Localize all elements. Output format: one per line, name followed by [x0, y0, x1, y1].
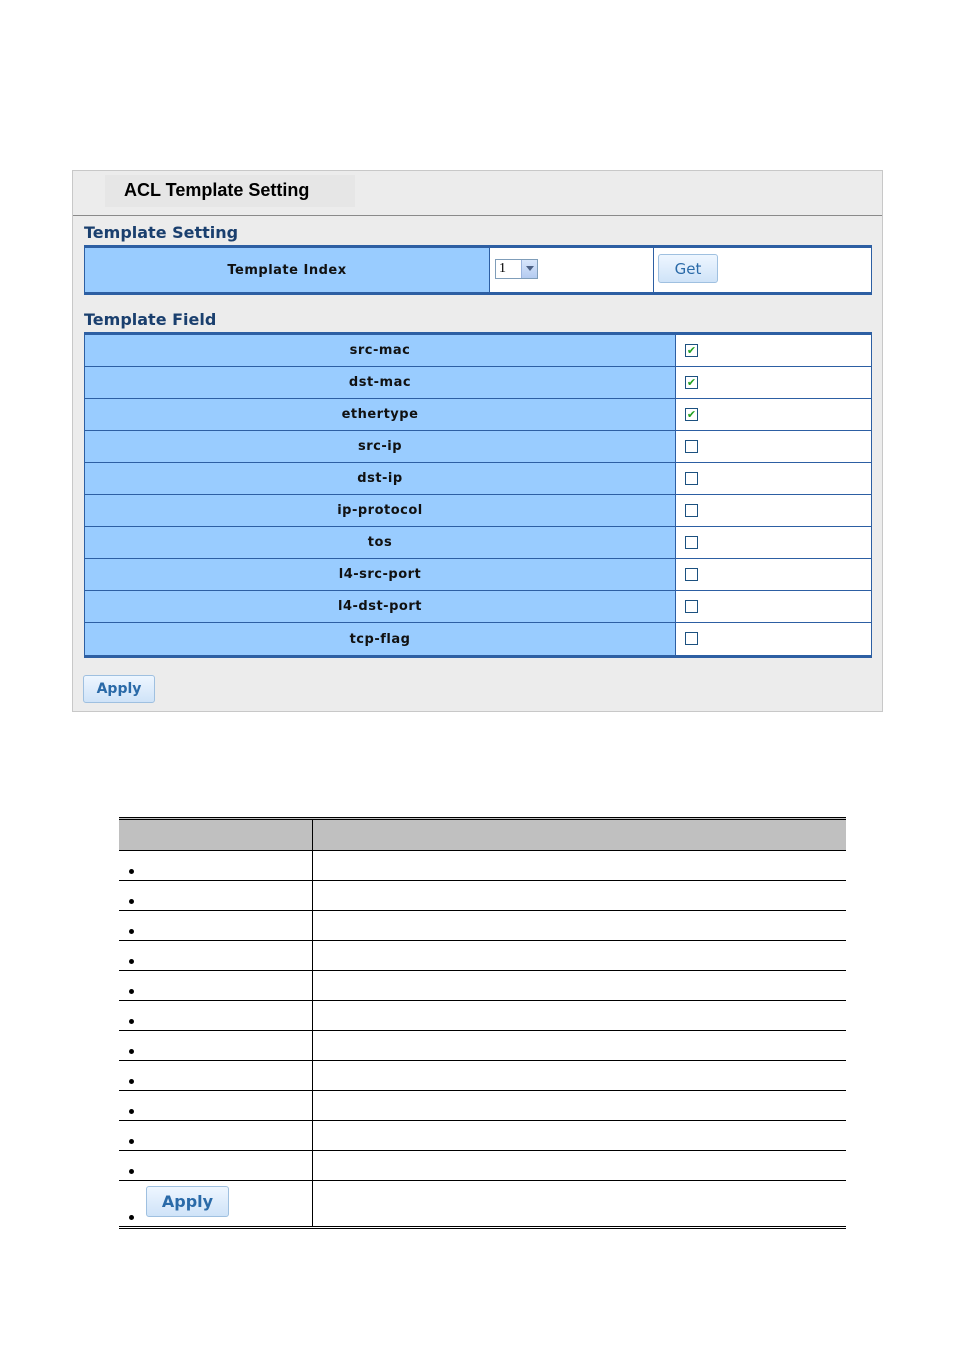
bullet-icon	[129, 869, 134, 874]
object-cell	[119, 1151, 313, 1180]
field-row-dst-mac	[84, 367, 872, 399]
template-index-label: Template Index	[84, 248, 490, 292]
field-row-tos	[84, 527, 872, 559]
bullet-icon	[129, 1109, 134, 1114]
field-checkbox-dst-mac[interactable]	[685, 376, 698, 389]
table-row	[119, 910, 846, 940]
description-cell	[313, 1181, 846, 1226]
field-checkbox-l4-dst-port[interactable]	[685, 600, 698, 613]
field-row-dst-ip	[84, 463, 872, 495]
checkmark-icon: ✔	[686, 376, 697, 389]
header-cell-object	[119, 820, 313, 850]
object-cell	[119, 1001, 313, 1030]
description-cell	[313, 1031, 846, 1060]
field-checkbox-ip-protocol[interactable]	[685, 504, 698, 517]
object-cell	[119, 1121, 313, 1150]
field-check-cell	[676, 559, 872, 590]
object-cell	[119, 1031, 313, 1060]
description-cell	[313, 881, 846, 910]
field-check-cell	[676, 495, 872, 526]
acl-template-panel	[72, 170, 883, 712]
table-row-apply	[119, 1180, 846, 1226]
page-title: ACL Template Setting	[124, 180, 310, 200]
apply-button-illustration[interactable]: Apply	[146, 1186, 229, 1217]
description-cell	[313, 971, 846, 1000]
field-row-l4-dst-port	[84, 591, 872, 623]
description-table	[119, 817, 846, 1229]
header-cell-description	[313, 820, 846, 850]
field-checkbox-dst-ip[interactable]	[685, 472, 698, 485]
bullet-icon	[129, 929, 134, 934]
description-cell	[313, 1121, 846, 1150]
template-field-heading: Template Field	[84, 310, 217, 329]
checkmark-icon: ✔	[686, 408, 697, 421]
table-row	[119, 970, 846, 1000]
field-label: dst-ip	[84, 463, 676, 494]
field-checkbox-src-ip[interactable]	[685, 440, 698, 453]
object-cell	[119, 1091, 313, 1120]
table-row	[119, 1150, 846, 1180]
object-cell	[119, 881, 313, 910]
field-check-cell	[676, 367, 872, 398]
table-row	[119, 1120, 846, 1150]
template-setting-table	[84, 245, 872, 295]
description-cell	[313, 1091, 846, 1120]
bullet-icon	[129, 1215, 134, 1220]
field-row-tcp-flag	[84, 623, 872, 655]
bullet-icon	[129, 1019, 134, 1024]
description-table-header	[119, 817, 846, 850]
bullet-icon	[129, 899, 134, 904]
description-cell	[313, 1151, 846, 1180]
field-check-cell	[676, 527, 872, 558]
field-label: tos	[84, 527, 676, 558]
title-divider	[73, 215, 882, 216]
field-label: tcp-flag	[84, 623, 676, 655]
field-check-cell	[676, 591, 872, 622]
field-label: src-mac	[84, 335, 676, 366]
field-checkbox-ethertype[interactable]	[685, 408, 698, 421]
bullet-icon	[129, 989, 134, 994]
field-check-cell	[676, 623, 872, 655]
table-row	[119, 1090, 846, 1120]
object-cell	[119, 911, 313, 940]
field-check-cell	[676, 399, 872, 430]
description-cell	[313, 1001, 846, 1030]
table-row	[119, 880, 846, 910]
field-row-src-mac	[84, 335, 872, 367]
field-row-l4-src-port	[84, 559, 872, 591]
field-checkbox-src-mac[interactable]	[685, 344, 698, 357]
table-row	[119, 1060, 846, 1090]
field-check-cell	[676, 431, 872, 462]
field-label: ethertype	[84, 399, 676, 430]
bullet-icon	[129, 959, 134, 964]
field-label: l4-src-port	[84, 559, 676, 590]
bullet-icon	[129, 1049, 134, 1054]
description-cell	[313, 941, 846, 970]
field-row-ip-protocol	[84, 495, 872, 527]
description-cell	[313, 851, 846, 880]
field-row-src-ip	[84, 431, 872, 463]
field-checkbox-tcp-flag[interactable]	[685, 632, 698, 645]
table-row	[119, 1030, 846, 1060]
field-label: ip-protocol	[84, 495, 676, 526]
object-cell	[119, 1061, 313, 1090]
apply-button[interactable]: Apply	[83, 675, 155, 703]
bullet-icon	[129, 1139, 134, 1144]
description-cell	[313, 911, 846, 940]
template-index-value: 1	[499, 261, 506, 276]
template-index-select[interactable]	[495, 259, 538, 279]
template-field-table	[84, 332, 872, 658]
bullet-icon	[129, 1169, 134, 1174]
object-cell	[119, 941, 313, 970]
description-cell	[313, 1061, 846, 1090]
field-label: dst-mac	[84, 367, 676, 398]
object-cell	[119, 971, 313, 1000]
table-row	[119, 850, 846, 880]
chevron-down-icon[interactable]	[521, 260, 537, 278]
object-cell	[119, 851, 313, 880]
field-checkbox-l4-src-port[interactable]	[685, 568, 698, 581]
field-check-cell	[676, 463, 872, 494]
table-row	[119, 940, 846, 970]
field-label: l4-dst-port	[84, 591, 676, 622]
template-index-cell	[490, 248, 654, 292]
get-button[interactable]: Get	[658, 254, 718, 283]
table-row	[119, 1000, 846, 1030]
field-label: src-ip	[84, 431, 676, 462]
get-button-cell	[654, 248, 872, 292]
template-setting-heading: Template Setting	[84, 223, 239, 242]
field-check-cell	[676, 335, 872, 366]
object-cell	[119, 1181, 313, 1226]
bullet-icon	[129, 1079, 134, 1084]
field-checkbox-tos[interactable]	[685, 536, 698, 549]
field-row-ethertype	[84, 399, 872, 431]
checkmark-icon: ✔	[686, 344, 697, 357]
